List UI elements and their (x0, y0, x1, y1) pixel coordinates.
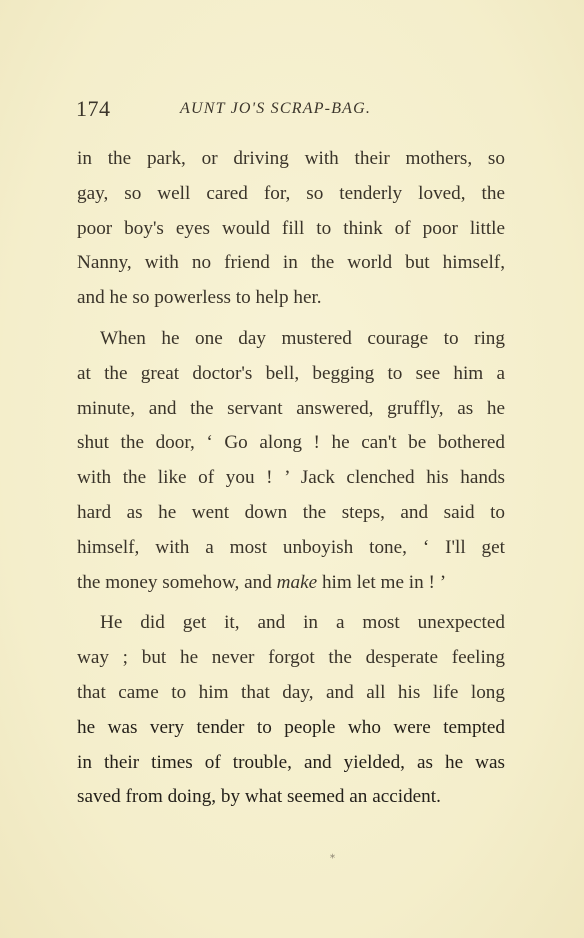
text-fragment: him let me in ! ’ (317, 571, 447, 593)
text-line: that came to him that day, and all his life long (77, 681, 505, 703)
text-line: in the park, or driving with their mothers, so (77, 148, 505, 169)
text-line: minute, and the servant answered, gruffly, as he (77, 397, 505, 419)
text-line: He did get it, and in a most unexpected (100, 612, 505, 634)
paragraph-1 (77, 142, 505, 316)
body-text (77, 142, 505, 815)
text-line: shut the door, ‘ Go along ! he can't be bothered (77, 432, 505, 454)
page-number: 174 (76, 96, 111, 121)
text-line: he was very tender to people who were tempted (77, 716, 505, 738)
running-head: AUNT JO'S SCRAP-BAG. (180, 100, 372, 117)
emphasized-word: make (276, 571, 318, 593)
text-line: saved from doing, by what seemed an accident. (77, 786, 441, 808)
text-line: poor boy's eyes would fill to think of poor little (77, 217, 505, 239)
text-line: hard as he went down the steps, and said to (77, 501, 505, 523)
text-line-with-emphasis (77, 566, 505, 601)
text-line: way ; but he never forgot the desperate feeling (77, 647, 505, 669)
paragraph-2 (77, 322, 505, 600)
text-line: and he so powerless to help her. (77, 287, 322, 309)
paragraph-3 (77, 606, 505, 815)
text-line: at the great doctor's bell, begging to see him a (77, 362, 505, 384)
page-header (76, 96, 506, 122)
text-line: in their times of trouble, and yielded, as he was (77, 751, 505, 773)
printer-mark-icon: ⁎ (330, 850, 335, 861)
text-line: When he one day mustered courage to ring (100, 327, 505, 349)
text-line: Nanny, with no friend in the world but himself, (77, 252, 505, 274)
text-line: gay, so well cared for, so tenderly loved, the (77, 182, 505, 204)
text-line: with the like of you ! ’ Jack clenched his hands (77, 467, 505, 489)
text-line: himself, with a most unboyish tone, ‘ I'll get (77, 536, 505, 558)
text-fragment: the money somehow, and (77, 571, 277, 593)
